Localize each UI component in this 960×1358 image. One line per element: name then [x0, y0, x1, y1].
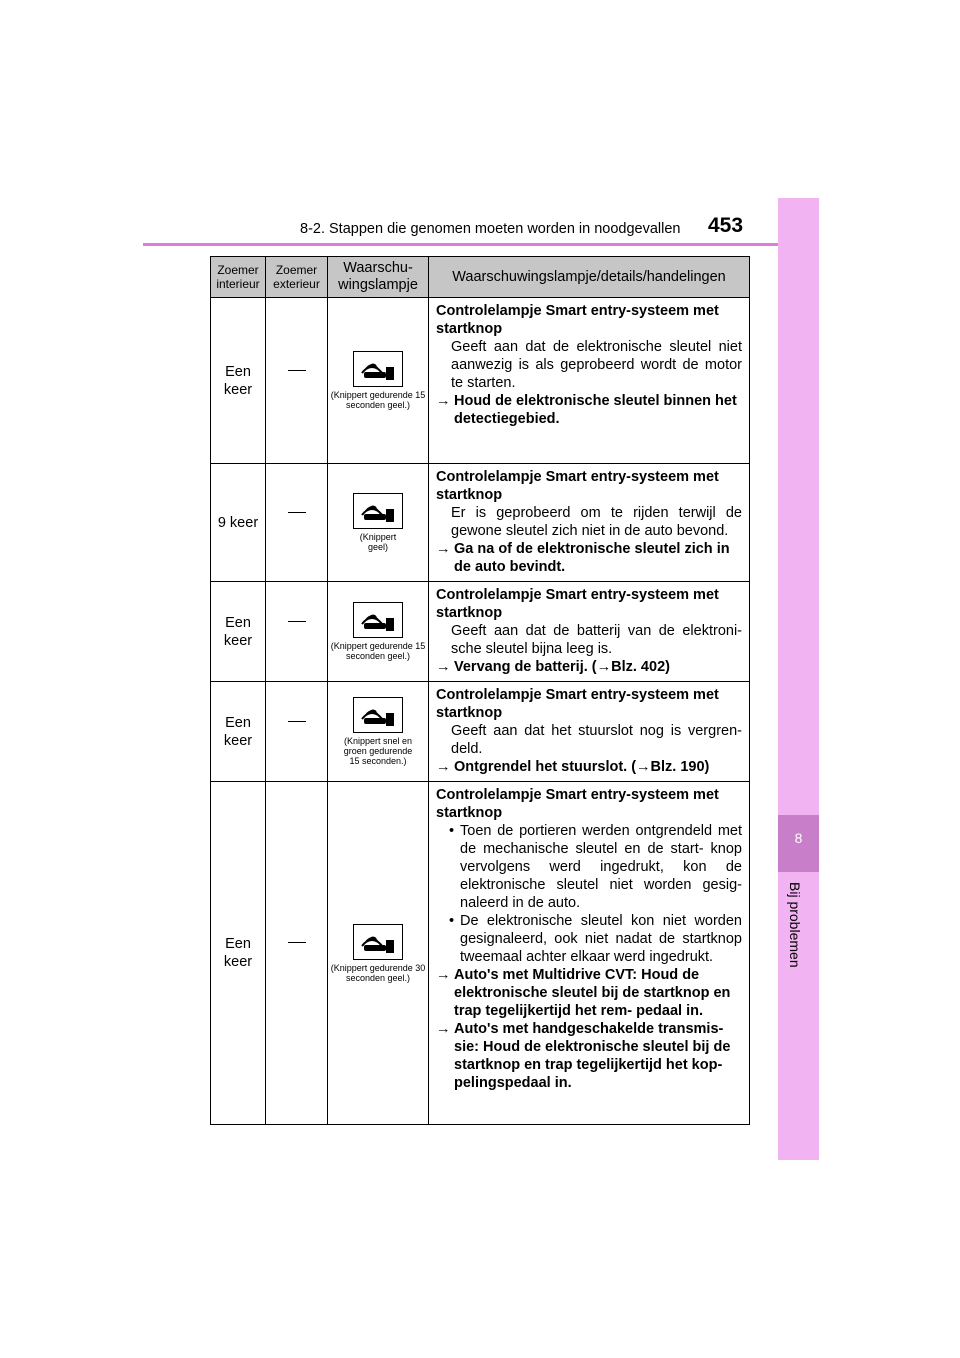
detail-action: → Ga na of de elektronische sleutel zich in de auto bevindt. [436, 541, 730, 575]
lamp-caption: (Knippert gedurende 15 seconden geel.) [330, 641, 426, 661]
smart-key-lamp-icon [353, 697, 403, 733]
details-cell [429, 782, 750, 1125]
exterior-buzzer-cell [266, 298, 328, 464]
lamp-cell [328, 782, 429, 1125]
header-zoomer-interieur: Zoemer interieur [211, 257, 266, 298]
lamp-caption: (Knippert snel en groen gedurende 15 seconden.) [343, 736, 413, 766]
chapter-label: Bij problemen [787, 882, 803, 968]
smart-key-lamp-icon [353, 924, 403, 960]
detail-description: Er is geprobeerd om te rijden terwijl de gewone sleutel zich niet in de auto bevond. [451, 505, 742, 539]
interior-buzzer-cell: Een keer [211, 682, 266, 782]
table-row [211, 582, 750, 682]
detail-action: → Houd de elektronische sleutel binnen het detectiegebied. [436, 393, 737, 427]
exterior-buzzer-cell [266, 464, 328, 582]
smart-key-lamp-icon [353, 351, 403, 387]
lamp-caption: (Knippert gedurende 15 seconden geel.) [330, 390, 426, 410]
smart-key-lamp-icon [353, 493, 403, 529]
interior-buzzer-cell: 9 keer [211, 464, 266, 582]
interior-buzzer-cell: Een keer [211, 298, 266, 464]
lamp-cell [328, 464, 429, 582]
detail-bullet: • De elektronische sleutel kon niet worden gesignaleerd, ook niet nadat de startknop tweemaal achter elkaar werd ingedrukt. [449, 913, 742, 965]
dash [288, 621, 306, 622]
exterior-buzzer-cell [266, 582, 328, 682]
warning-table [210, 256, 750, 1125]
lamp-caption: (Knippert geel) [359, 532, 397, 552]
details-cell [429, 582, 750, 682]
details-cell [429, 464, 750, 582]
detail-title: Controlelampje Smart entry-systeem met startknop [436, 787, 719, 821]
table-row [211, 782, 750, 1125]
lamp-cell [328, 298, 429, 464]
section-title: 8-2. Stappen die genomen moeten worden in noodgevallen [300, 221, 681, 237]
detail-action: → Auto's met Multidrive CVT: Houd de elektronische sleutel bij de startknop en trap tegelijkertijd het rem- pedaal in. [436, 967, 731, 1019]
detail-description: Geeft aan dat de batterij van de elektroni- sche sleutel bijna leeg is. [451, 623, 742, 657]
header-zoomer-exterieur: Zoemer exterieur [266, 257, 328, 298]
details-cell [429, 298, 750, 464]
chapter-side-tab [778, 198, 819, 1160]
header-lamp: Waarschu- wingslampje [328, 257, 429, 298]
smart-key-lamp-icon [353, 602, 403, 638]
detail-action: → Auto's met handgeschakelde transmis- sie: Houd de elektronische sleutel bij de startknop en trap tegelijkertijd het kop- pelingspedaal in. [436, 1021, 731, 1091]
detail-title: Controlelampje Smart entry-systeem met startknop [436, 687, 719, 721]
lamp-caption: (Knippert gedurende 30 seconden geel.) [330, 962, 426, 983]
interior-buzzer-cell: Een keer [211, 582, 266, 682]
table-row [211, 682, 750, 782]
lamp-cell [328, 582, 429, 682]
header-details: Waarschuwingslampje/details/handelingen [429, 257, 750, 298]
detail-action: → Vervang de batterij. (→Blz. 402) [436, 659, 670, 675]
table-row [211, 298, 750, 464]
lamp-cell [328, 682, 429, 782]
details-cell [429, 682, 750, 782]
chapter-number: 8 [794, 830, 803, 846]
exterior-buzzer-cell [266, 682, 328, 782]
dash [288, 942, 306, 943]
detail-description: Geeft aan dat het stuurslot nog is vergren- deld. [451, 723, 742, 757]
detail-description: Geeft aan dat de elektronische sleutel niet aanwezig is als geprobeerd wordt de motor te starten. [451, 339, 742, 391]
detail-title: Controlelampje Smart entry-systeem met startknop [436, 469, 719, 503]
page-number: 453 [708, 214, 744, 237]
dash [288, 370, 306, 371]
header-divider [143, 243, 819, 246]
table-header-row [211, 257, 750, 298]
table-row [211, 464, 750, 582]
detail-bullet: • Toen de portieren werden ontgrendeld met de mechanische sleutel en de start- knop vervolgens werd ingedrukt, kon de elektronische sleutel niet worden gesig- naleerd in de auto. [449, 823, 742, 911]
interior-buzzer-cell: Een keer [211, 782, 266, 1125]
detail-title: Controlelampje Smart entry-systeem met startknop [436, 303, 719, 337]
detail-title: Controlelampje Smart entry-systeem met startknop [436, 587, 719, 621]
dash [288, 721, 306, 722]
detail-action: → Ontgrendel het stuurslot. (→Blz. 190) [436, 759, 710, 775]
exterior-buzzer-cell [266, 782, 328, 1125]
dash [288, 512, 306, 513]
